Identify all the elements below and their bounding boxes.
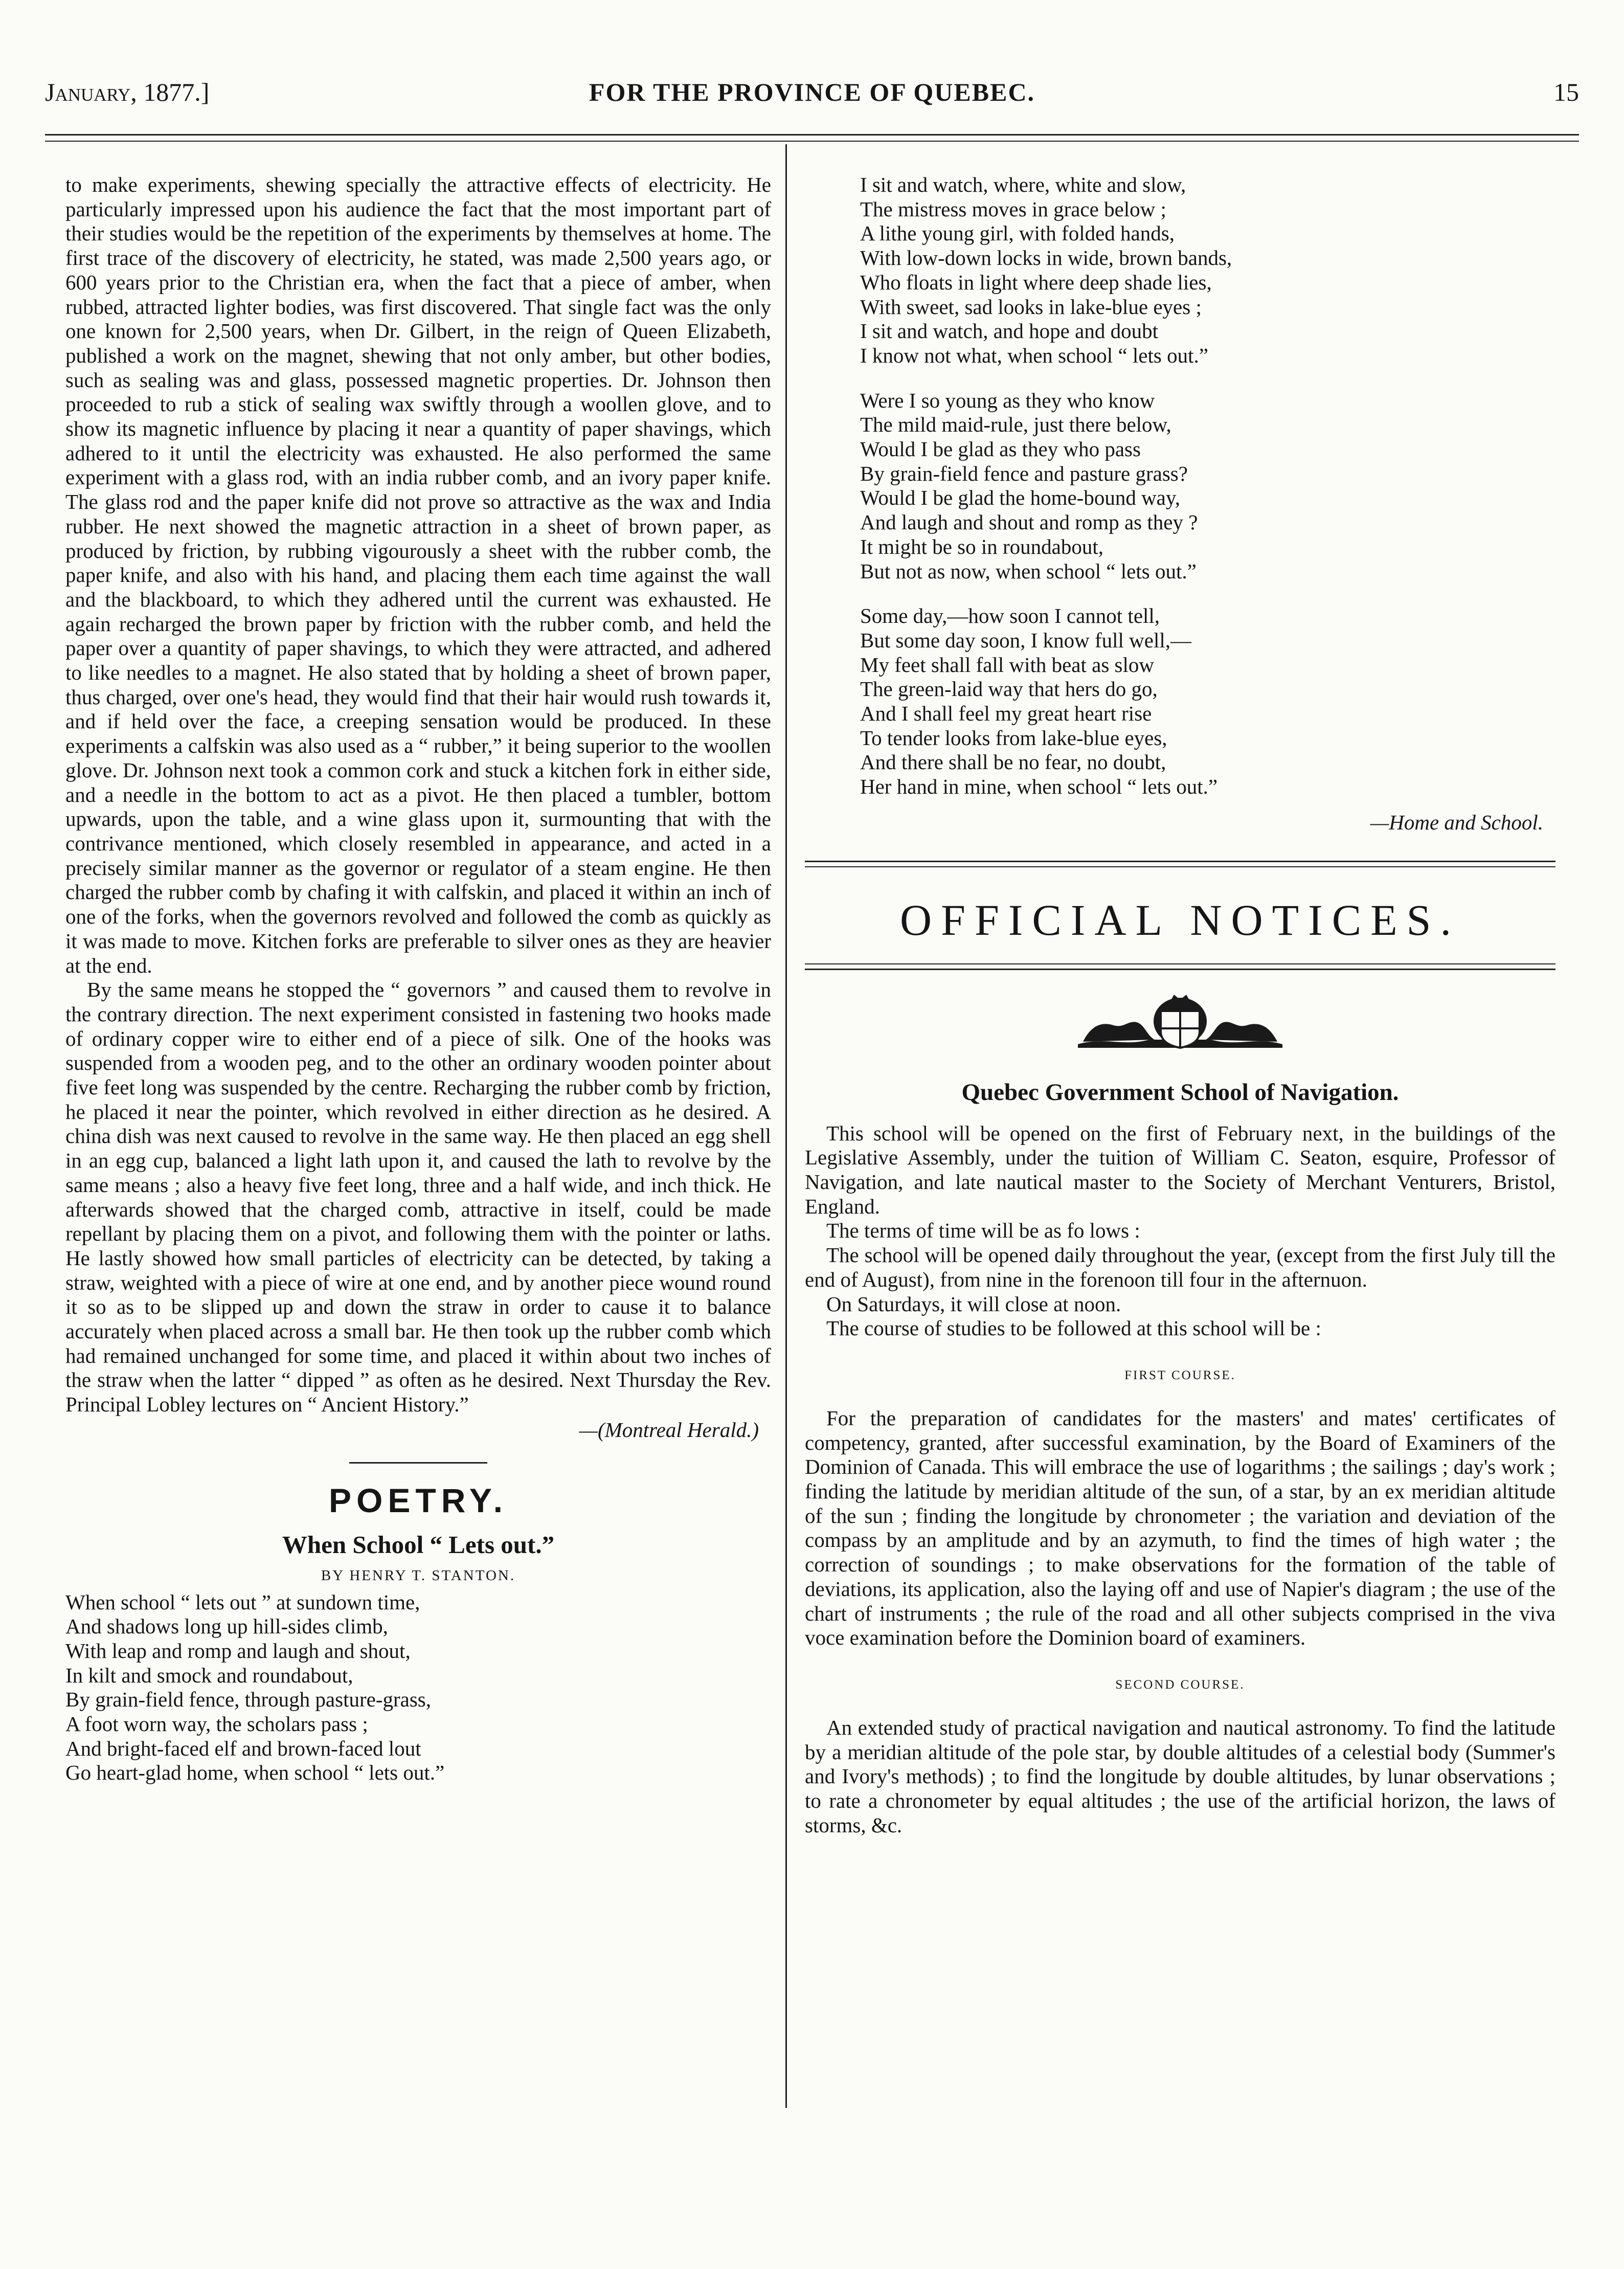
- poem-line: I sit and watch, where, white and slow,: [860, 173, 1186, 196]
- poem-line: It might be so in roundabout,: [860, 534, 1104, 558]
- poem-title: When School “ Lets out.”: [282, 1530, 555, 1559]
- masthead-title: FOR THE PROVINCE OF QUEBEC.: [589, 78, 1035, 106]
- poem-line: My feet shall fall with beat as slow: [860, 653, 1155, 677]
- poem-line: But not as now, when school “ lets out.”: [860, 559, 1197, 583]
- poem-line: Were I so young as they who know: [860, 388, 1155, 412]
- poem-line: By grain-field fence and pasture grass?: [860, 461, 1188, 485]
- article-attribution: —(Montreal Herald.): [579, 1418, 759, 1442]
- right-column: [805, 173, 1555, 1837]
- notice-paragraph: The school will be opened daily throughout the year, (except from the first July till the end of August), from nine in the forenoon till four in the afternuon.: [805, 1243, 1555, 1291]
- poem-line: With low-down locks in wide, brown bands,: [860, 246, 1232, 270]
- poem-line: The mild maid-rule, just there below,: [860, 413, 1171, 437]
- column-divider: [785, 144, 787, 2108]
- second-course-text: An extended study of practical navigation and nautical astronomy. To find the latitude by a meridian altitude of the pole star, by double altitudes of a celestial body (Summer's and Ivory's methods) ; to find the longitude by double altitudes, by lunar observations ; to rate a chronometer by equal altitudes ; the use of the artificial horizon, the laws of storms, &c.: [805, 1715, 1555, 1837]
- poem-line: But some day soon, I know full well,—: [860, 628, 1191, 652]
- poem-line: The mistress moves in grace below ;: [860, 197, 1166, 221]
- second-course-heading: SECOND COURSE.: [1115, 1677, 1245, 1692]
- poem-line: And laugh and shout and romp as they ?: [860, 510, 1198, 534]
- poem-line: When school “ lets out ” at sundown time,: [65, 1590, 420, 1614]
- section-divider: [349, 1462, 487, 1464]
- poem-stanza: [860, 389, 1555, 584]
- notice-body: [805, 1121, 1555, 1341]
- poem-line: The green-laid way that hers do go,: [860, 677, 1158, 701]
- issue-date: January, 1877.]: [45, 78, 210, 106]
- header-rule: [45, 134, 1579, 142]
- poem-line: Some day,—how soon I cannot tell,: [860, 604, 1160, 628]
- poem-line: In kilt and smock and roundabout,: [65, 1663, 353, 1687]
- poem-stanza: [860, 173, 1555, 368]
- poem-stanza: [860, 604, 1555, 799]
- first-course-text: For the preparation of candidates for the masters' and mates' certificates of competency, granted, after successful examination, by the Board of Examiners of the Dominion of Canada. This will embrace the use of logarithms ; the sailings ; day's work ; finding the latitude by meridian altitude of the sun, of a star, by an ex meridian altitude of the sun ; finding the longitude by chronometer ; the variation and deviation of the compass by an amplitude and by an azymuth, to find the times of high water ; the correction of soundings ; to make observations for the formation of the table of deviations, its application, also the laying off and use of Napier's diagram ; the use of the chart of instruments ; the rule of the road and all other subjects comprised in the viva voce examination before the Dominion board of examiners.: [805, 1406, 1555, 1650]
- poem-line: And shadows long up hill-sides climb,: [65, 1614, 388, 1638]
- notice-paragraph: The course of studies to be followed at this school will be :: [826, 1316, 1321, 1340]
- poem-line: To tender looks from lake-blue eyes,: [860, 726, 1167, 750]
- poem-line: And bright-faced elf and brown-faced lout: [65, 1736, 421, 1760]
- poem-line: A lithe young girl, with folded hands,: [860, 221, 1175, 245]
- poem-line: Would I be glad the home-bound way,: [860, 486, 1180, 510]
- poem-line: I sit and watch, and hope and doubt: [860, 319, 1158, 343]
- poem-line: With sweet, sad looks in lake-blue eyes ;: [860, 295, 1202, 319]
- poem-line: And there shall be no fear, no doubt,: [860, 750, 1166, 774]
- poem-line: Would I be glad as they who pass: [860, 437, 1141, 461]
- poem-line: Go heart-glad home, when school “ lets out.”: [65, 1761, 445, 1785]
- poem-line: With leap and romp and laugh and shout,: [65, 1638, 411, 1663]
- poetry-heading: POETRY.: [329, 1481, 508, 1519]
- poem-line: Her hand in mine, when school “ lets out.”: [860, 775, 1218, 799]
- first-course-heading: FIRST COURSE.: [1124, 1368, 1236, 1382]
- notice-title: Quebec Government School of Navigation.: [961, 1079, 1399, 1106]
- poem-attribution: —Home and School.: [1370, 810, 1543, 834]
- poem-line: By grain-field fence, through pasture-grass,: [65, 1688, 431, 1712]
- left-column: [65, 173, 771, 1785]
- running-header: [45, 72, 1579, 113]
- poem-byline: BY HENRY T. STANTON.: [321, 1567, 516, 1584]
- poem-line: I know not what, when school “ lets out.”: [860, 343, 1208, 367]
- section-heading: OFFICIAL NOTICES.: [900, 895, 1460, 945]
- poem-line: Who floats in light where deep shade lies,: [860, 270, 1212, 294]
- section-rule: [805, 861, 1555, 867]
- article-paragraph: to make experiments, shewing specially the attractive effects of electricity. He particularly impressed upon his audience the fact that the most important part of their studies would be the repetition of the experiments by themselves at home. The first trace of the discovery of electricity, he stated, was made 2,500 years ago, or 600 years prior to the Christian era, when the fact that a piece of amber, when rubbed, attracted lighter bodies, was first discovered. That single fact was the only one known for 2,500 years, when Dr. Gilbert, in the reign of Queen Elizabeth, published a work on the magnet, shewing that not only amber, but other bodies, such as sealing was and glass, possessed magnetic properties. Dr. Johnson then proceeded to rub a stick of sealing wax swiftly through a woollen glove, and to show its magnetic influence by placing it near a quantity of paper shavings, which adhered to it until the electricity was exhausted. He also performed the same experiment with a glass rod, with an india rubber comb, and an ivory paper knife. The glass rod and the paper knife did not prove so attractive as the wax and India rubber. He next showed the magnetic attraction in a sheet of brown paper, as produced by friction, by rubbing vigourously a sheet with the rubber comb, the paper knife, and also with his hand, and placing them each time against the wall and the blackboard, to which they adhered until the current was exhausted. He again recharged the brown paper by friction with the rubber comb, and held the paper over a quantity of paper shavings, to which they were attracted, and adhered to like needles to a magnet. He also stated that by holding a sheet of brown paper, thus charged, over one's head, they would find that their hair would rush towards it, and if held over the face, a creeping sensation would be produced. In these experiments a calfskin was also used as a “ rubber,” it being superior to the woollen glove. Dr. Johnson next took a common cork and stuck a kitchen fork in either side, and a needle in the bottom to act as a pivot. He then placed a tumbler, bottom upwards, upon the table, and a wine glass upon it, surmounting that with the contrivance mentioned, which closely resembled in appearance, and acted in a precisely similar manner as the governor or regulator of a steam engine. He then charged the rubber comb by chafing it with calfskin, and placed it within an inch of one of the forks, when the governors revolved and followed the comb as quickly as it was made to move. Kitchen forks are preferable to silver ones as they are heavier at the end.: [65, 173, 771, 977]
- section-rule: [805, 963, 1555, 970]
- poem-line: A foot worn way, the scholars pass ;: [65, 1712, 368, 1736]
- poem-stanza: [65, 1590, 771, 1786]
- notice-paragraph: This school will be opened on the first of February next, in the buildings of the Legislative Assembly, under the tuition of William C. Seaton, esquire, Professor of Navigation, and late nautical master to the Society of Merchant Venturers, Bristol, England.: [805, 1121, 1555, 1218]
- coat-of-arms-emblem: [1073, 991, 1288, 1057]
- page-number: 15: [1553, 78, 1579, 106]
- notice-paragraph: On Saturdays, it will close at noon.: [826, 1292, 1121, 1316]
- poem-line: And I shall feel my great heart rise: [860, 702, 1152, 726]
- notice-paragraph: The terms of time will be as fo lows :: [826, 1219, 1140, 1243]
- lecture-article: [65, 173, 771, 1417]
- article-paragraph: By the same means he stopped the “ governors ” and caused them to revolve in the contrary direction. The next experiment consisted in fastening two hooks made of ordinary copper wire to either end of a piece of silk. One of the hooks was suspended from a wooden peg, and to the other an ordinary wooden pointer about five feet long was suspended by the centre. Recharging the rubber comb by friction, he placed it near the pointer, which revolved in either direction as he desired. A china dish was next caused to revolve in the same way. He then placed an egg shell in an egg cup, balanced a light lath upon it, and caused the lath to revolve by the same means ; also a heavy five feet long, three and a half wide, and inch thick. He afterwards showed that the charged comb, attractive in itself, could be made repellant by placing them on a pivot, and following them with the pointer or laths. He lastly showed how small particles of electricity can be detected, by taking a straw, weighted with a piece of wire at one end, and by another piece wound round it so as to be slipped up and down the straw in order to cause it to balance accurately when placed across a small bar. He then took up the rubber comb which had remained unchanged for some time, and placed it within about two inches of the straw when the latter “ dipped ” as often as he desired. Next Thursday the Rev. Principal Lobley lectures on “ Ancient History.”: [65, 978, 771, 1417]
